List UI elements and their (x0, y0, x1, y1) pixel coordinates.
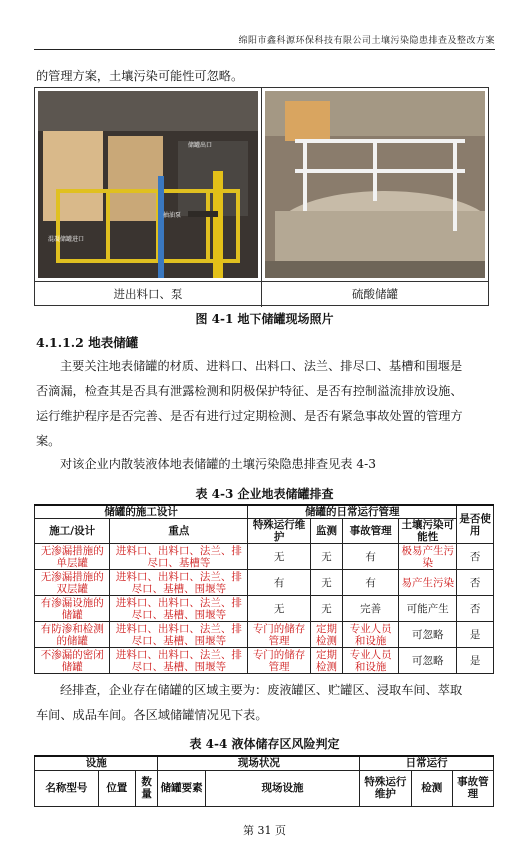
cell-maintenance: 无 (248, 544, 310, 570)
paragraph-findings-line: 经排查，企业存在储罐的区域主要为：废液罐区、贮罐区、浸取车间、萃取 (60, 683, 463, 697)
cell-design: 有防渗和检测的储罐 (35, 622, 110, 648)
table-row (35, 648, 494, 674)
table-row (35, 622, 494, 648)
cell-monitoring: 定期检测 (310, 648, 342, 674)
group-header-daily-operation: 日常运行 (360, 756, 494, 770)
paragraph-focus-line: 主要关注地表储罐的材质、进料口、出料口、法兰、排尽口、基槽和围堰是 (60, 359, 463, 373)
header-focus: 重点 (110, 519, 248, 544)
cell-pollution: 易产生污染 (399, 570, 457, 596)
cell-focus: 进料口、出料口、法兰、排尽口、基槽、围堰等 (110, 596, 248, 622)
header-tank-elements: 储罐要素 (158, 770, 205, 806)
header-quantity: 数量 (135, 770, 158, 806)
cell-maintenance: 专门的储存管理 (248, 648, 310, 674)
paragraph-findings (36, 678, 493, 728)
cell-focus: 进料口、出料口、法兰、排尽口、基槽、围堰等 (110, 622, 248, 648)
table-row (35, 570, 494, 596)
cell-in-use: 否 (457, 570, 494, 596)
cell-incident: 专业人员和设施 (343, 648, 399, 674)
group-header-design: 储罐的施工设计 (35, 505, 248, 519)
header-pollution: 土壤污染可能性 (399, 519, 457, 544)
header-maintenance: 特殊运行维护 (360, 770, 411, 806)
cell-design: 无渗漏措施的单层罐 (35, 544, 110, 570)
photo-label-tank-outlet: 储罐出口 (188, 142, 213, 149)
cell-focus: 进料口、出料口、法兰、排尽口、基槽、围堰等 (110, 648, 248, 674)
photo-caption-tank: 硫酸储罐 (262, 281, 488, 307)
header-incident: 事故管理 (343, 519, 399, 544)
cell-maintenance: 专门的储存管理 (248, 622, 310, 648)
cell-pollution: 可忽略 (399, 622, 457, 648)
group-header-site-status: 现场状况 (158, 756, 360, 770)
photo-label-pump: 抽油泵 (163, 212, 182, 219)
cell-in-use: 否 (457, 596, 494, 622)
cell-monitoring: 无 (310, 544, 342, 570)
page-number: 第 31 页 (243, 824, 286, 837)
page-header: 绵阳市鑫科源环保科技有限公司土壤污染隐患排查及整改方案 (34, 33, 495, 50)
paragraph-findings-line: 车间、成品车间。各区域储罐情况见下表。 (36, 708, 268, 722)
cell-pollution: 可忽略 (399, 648, 457, 674)
header-incident: 事故管理 (452, 770, 493, 806)
cell-in-use: 否 (457, 544, 494, 570)
paragraph-focus-line: 运行维护程序是否完善、是否有进行过定期检测、是否有紧急事故处置的管理方 (36, 409, 463, 423)
cell-in-use: 是 (457, 622, 494, 648)
cell-in-use: 是 (457, 648, 494, 674)
table-4-3 (34, 504, 494, 674)
cell-focus: 进料口、出料口、法兰、排尽口、基槽等 (110, 544, 248, 570)
table-4-4-caption: 表 4-4 液体储存区风险判定 (189, 737, 340, 751)
cell-incident: 完善 (343, 596, 399, 622)
paragraph-intro: 的管理方案，土壤污染可能性可忽略。 (36, 69, 244, 83)
header-location: 位置 (98, 770, 135, 806)
photo-label-tank-inlet: 混凝储罐进口 (48, 236, 85, 243)
cell-incident: 专业人员和设施 (343, 622, 399, 648)
photo-cell-tank (262, 88, 488, 307)
table-row (35, 544, 494, 570)
photo-inlet-outlet-pump (38, 91, 258, 278)
header-in-use: 是否使用 (457, 505, 494, 544)
header-design: 施工/设计 (35, 519, 110, 544)
cell-focus: 进料口、出料口、法兰、排尽口、基槽、围堰等 (110, 570, 248, 596)
table-4-3-caption: 表 4-3 企业地表储罐排查 (195, 487, 334, 501)
paragraph-focus-line: 否滴漏，检查其是否具有泄露检测和阴极保护特征、是否有控制溢流排放设施、 (36, 384, 463, 398)
header-maintenance: 特殊运行维护 (248, 519, 310, 544)
section-heading: 4.1.1.2 地表储罐 (36, 335, 139, 350)
paragraph-focus (36, 354, 493, 454)
cell-monitoring: 定期检测 (310, 622, 342, 648)
cell-design: 有渗漏设施的储罐 (35, 596, 110, 622)
photo-cell-pumps (35, 88, 262, 307)
photo-caption-pumps: 进出料口、泵 (35, 281, 261, 307)
header-name-model: 名称型号 (35, 770, 99, 806)
table-4-4 (34, 755, 494, 807)
cell-pollution: 极易产生污染 (399, 544, 457, 570)
cell-maintenance: 有 (248, 570, 310, 596)
header-site-facility: 现场设施 (205, 770, 359, 806)
photo-figure (34, 87, 489, 306)
figure-caption: 图 4-1 地下储罐现场照片 (195, 312, 334, 326)
cell-design: 无渗漏措施的双层罐 (35, 570, 110, 596)
cell-maintenance: 无 (248, 596, 310, 622)
cell-incident: 有 (343, 544, 399, 570)
cell-incident: 有 (343, 570, 399, 596)
cell-design: 不渗漏的密闭储罐 (35, 648, 110, 674)
table-row (35, 596, 494, 622)
header-inspection: 检测 (411, 770, 452, 806)
photo-sulfuric-acid-tank (265, 91, 485, 278)
group-header-operation: 储罐的日常运行管理 (248, 505, 457, 519)
cell-monitoring: 无 (310, 570, 342, 596)
paragraph-focus-line: 案。 (36, 434, 61, 448)
group-header-facility: 设施 (35, 756, 158, 770)
header-monitoring: 监测 (310, 519, 342, 544)
cell-pollution: 可能产生 (399, 596, 457, 622)
cell-monitoring: 无 (310, 596, 342, 622)
paragraph-table-intro: 对该企业内散装液体地表储罐的土壤污染隐患排查见表 4-3 (60, 457, 376, 471)
